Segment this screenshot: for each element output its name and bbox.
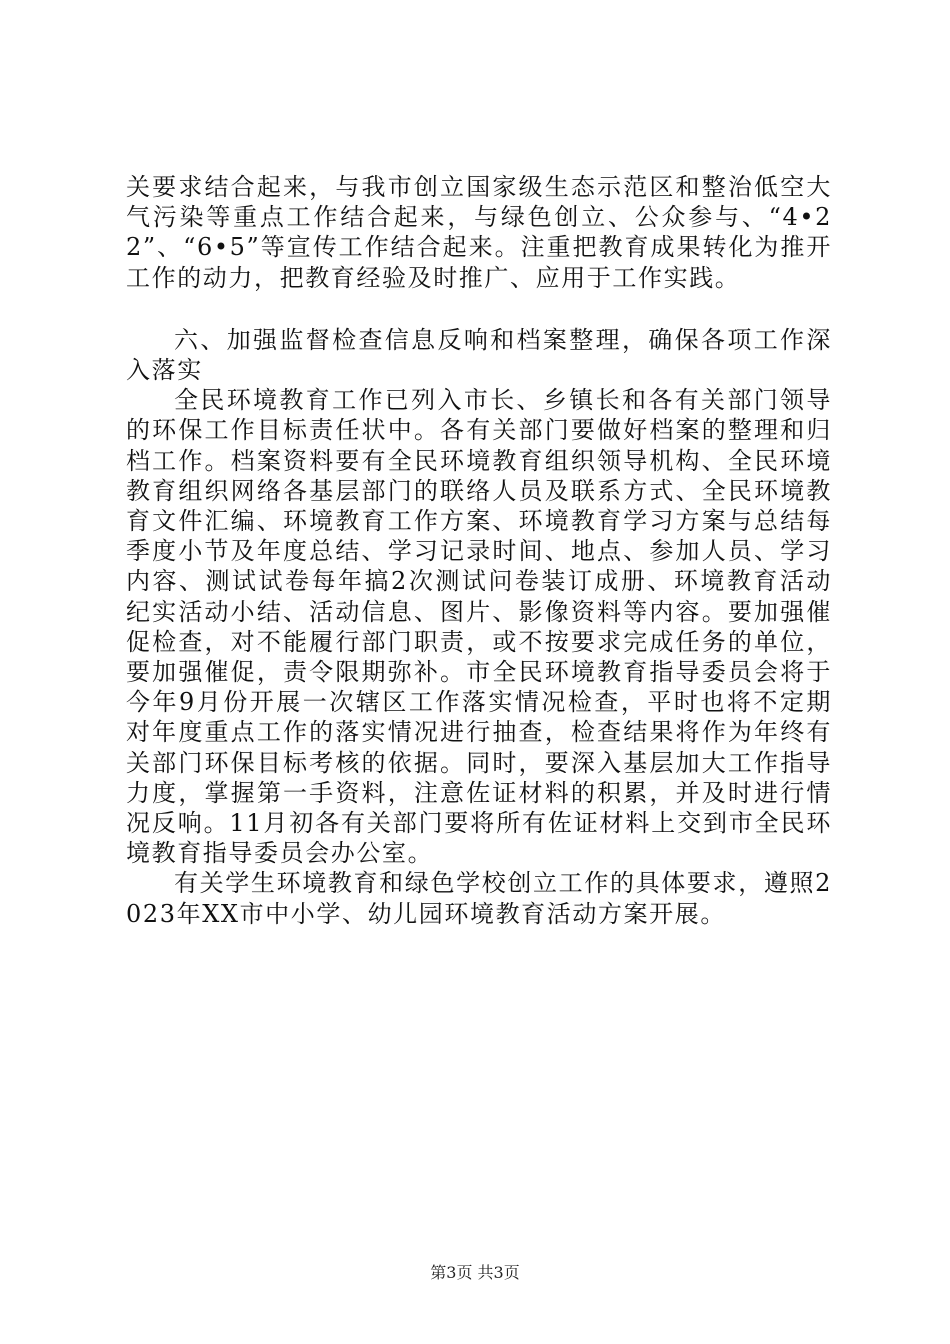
paragraph-continuation: 关要求结合起来，与我市创立国家级生态示范区和整治低空大气污染等重点工作结合起来，与绿色创立、公众参与、“4•22”、“6•5”等宣传工作结合起来。注重把教育成果转化为推开工作的动力，把教育经验及时推广、应用于工作实践。: [126, 173, 832, 292]
section-heading: 六、加强监督检查信息反响和档案整理，确保各项工作深入落实: [126, 325, 832, 385]
paragraph-student-education: 有关学生环境教育和绿色学校创立工作的具体要求，遵照2023年XX市中小学、幼儿园环境教育活动方案开展。: [126, 869, 832, 928]
document-body: [126, 172, 832, 929]
page-footer: 第3页 共3页: [430, 1263, 520, 1282]
paragraph-archive-work: 全民环境教育工作已列入市长、乡镇长和各有关部门领导的环保工作目标责任状中。各有关部门要做好档案的整理和归档工作。档案资料要有全民环境教育组织领导机构、全民环境教育组织网络各基层部门的联络人员及联系方式、全民环境教育文件汇编、环境教育工作方案、环境教育学习方案与总结每季度小节及年度总结、学习记录时间、地点、参加人员、学习内容、测试试卷每年搞2次测试问卷装订成册、环境教育活动纪实活动小结、活动信息、图片、影像资料等内容。要加强催促检查，对不能履行部门职责，或不按要求完成任务的单位，要加强催促，责令限期弥补。市全民环境教育指导委员会将于今年9月份开展一次辖区工作落实情况检查，平时也将不定期对年度重点工作的落实情况进行抽查，检查结果将作为年终有关部门环保目标考核的依据。同时，要深入基层加大工作指导力度，掌握第一手资料，注意佐证材料的积累，并及时进行情况反响。11月初各有关部门要将所有佐证材料上交到市全民环境教育指导委员会办公室。: [126, 386, 832, 868]
